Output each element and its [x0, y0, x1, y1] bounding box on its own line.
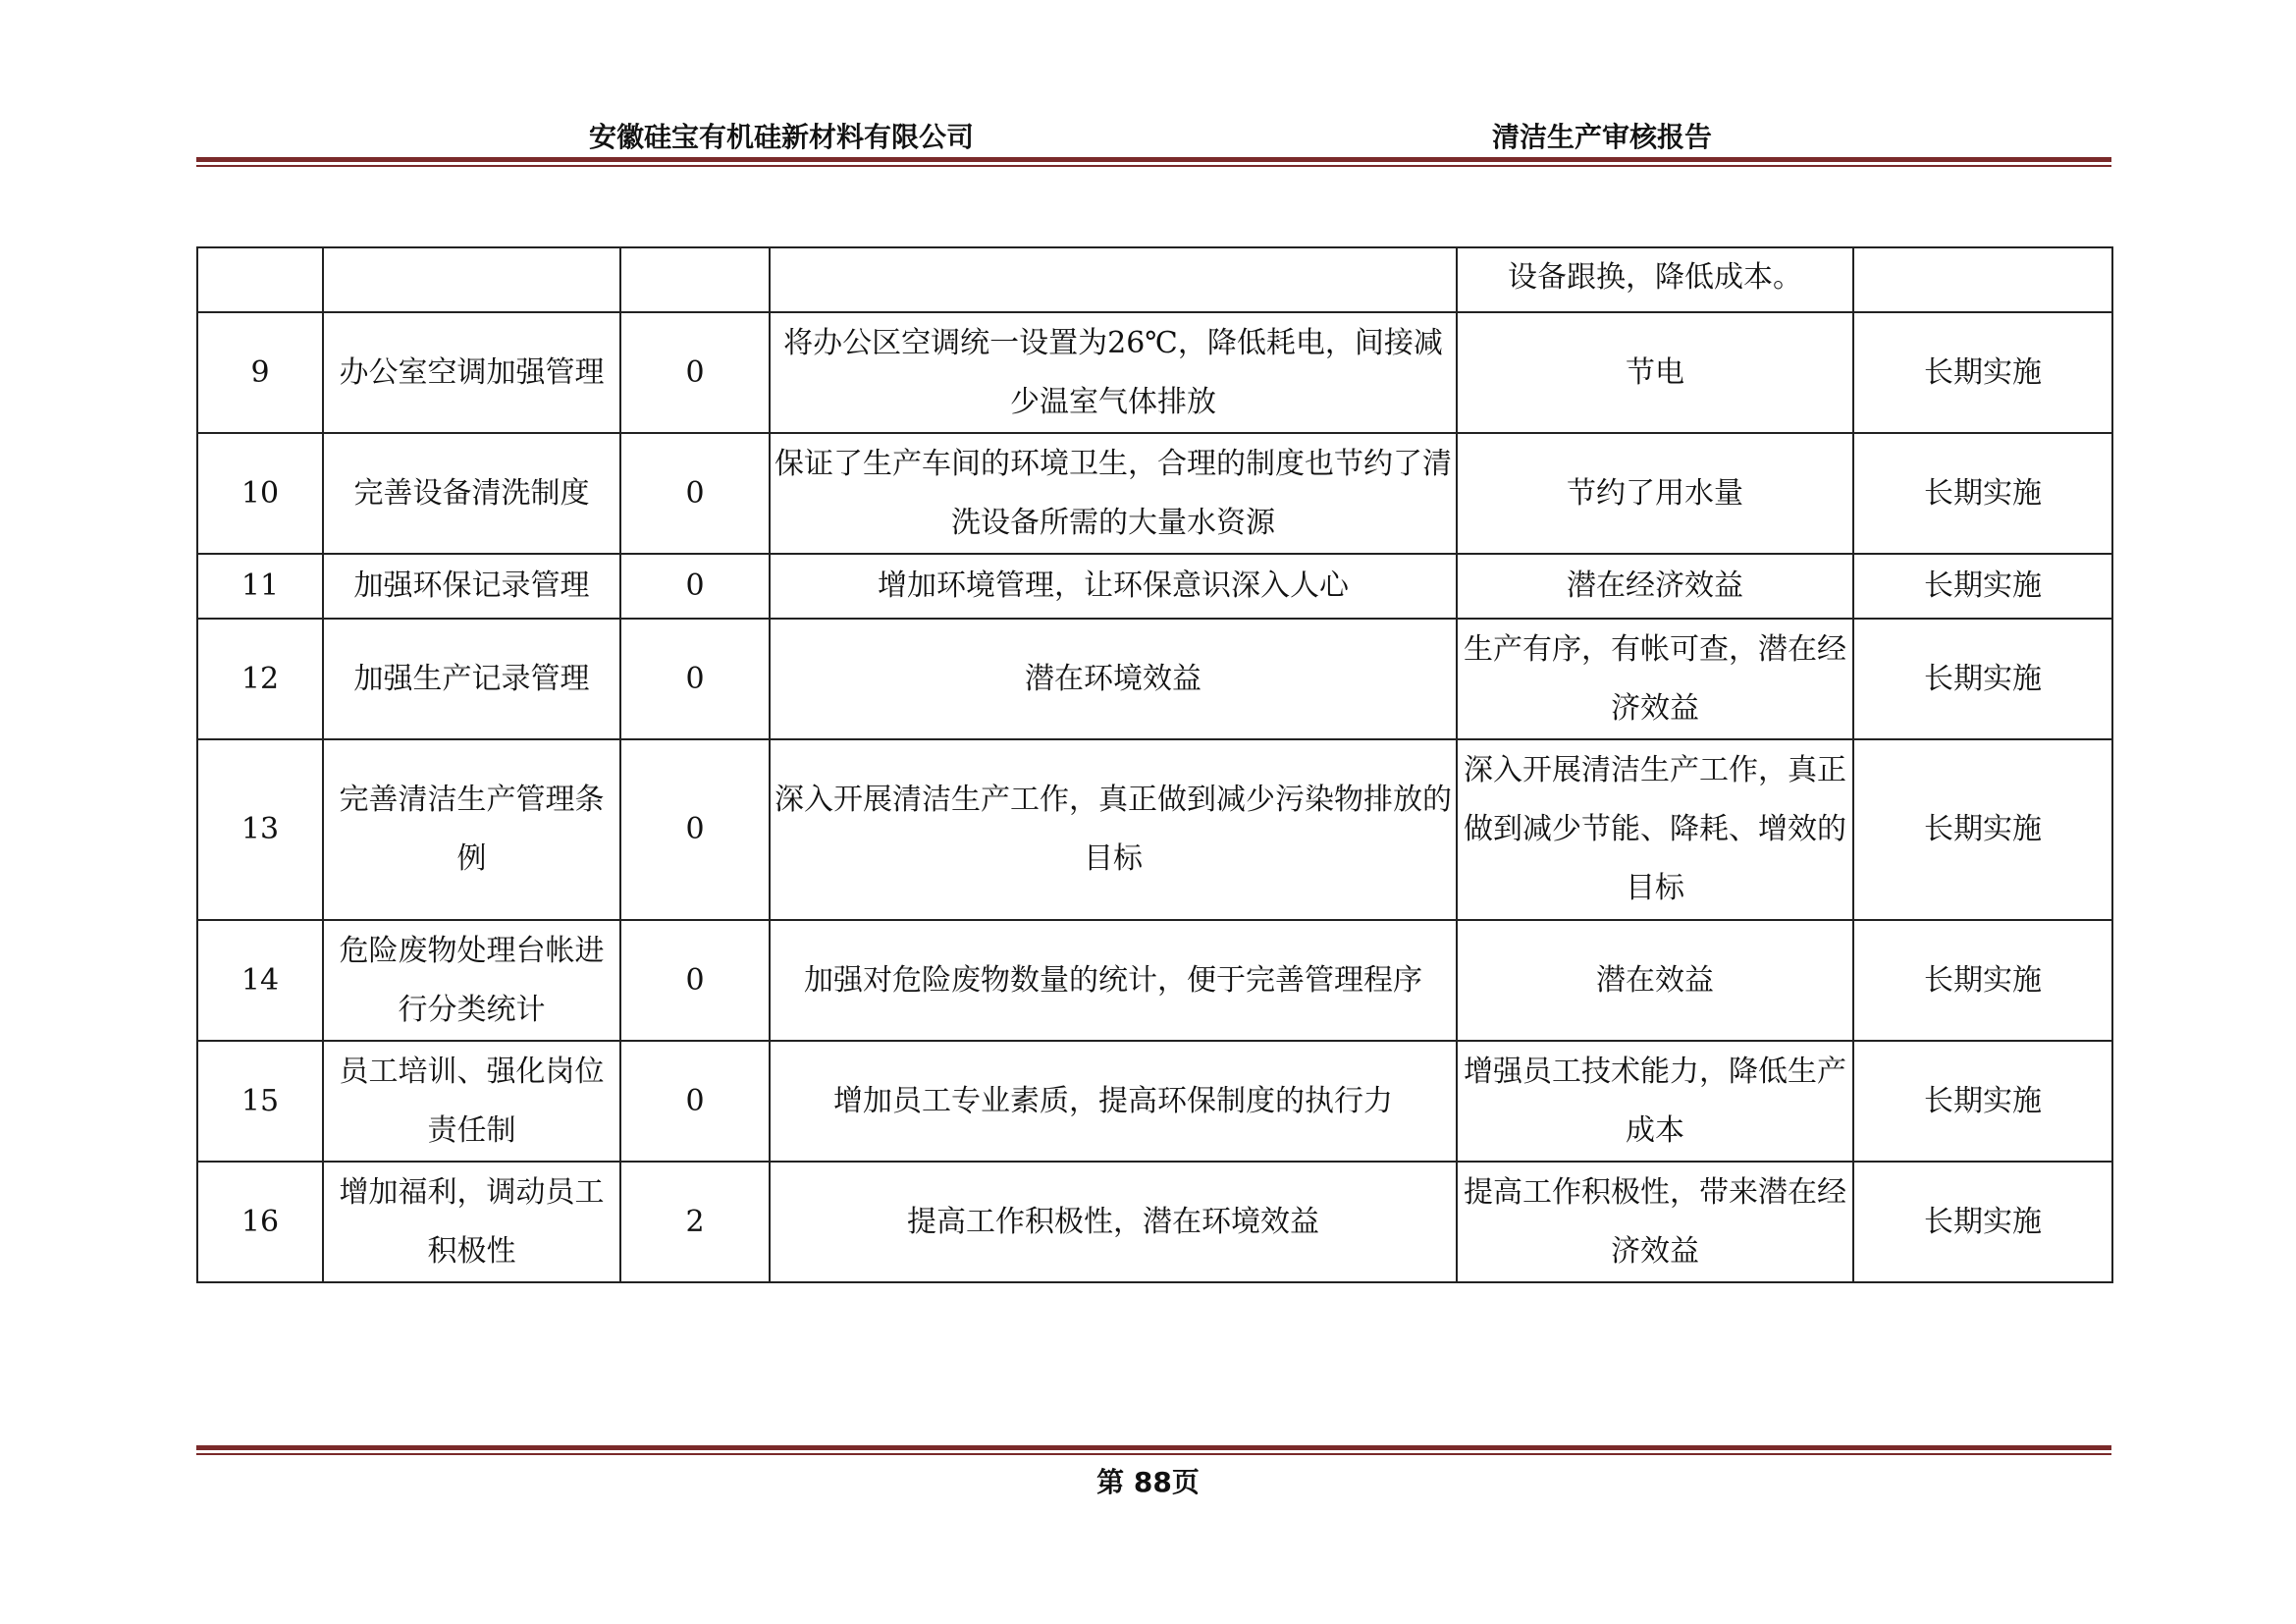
- table-row: [197, 247, 2112, 312]
- status: 长期实施: [1853, 312, 2112, 433]
- status: 长期实施: [1853, 433, 2112, 554]
- environmental-benefit: 将办公区空调统一设置为26℃，降低耗电，间接减少温室气体排放: [770, 312, 1457, 433]
- table-row: [197, 920, 2112, 1041]
- row-number: 15: [197, 1041, 323, 1162]
- measure-name: 加强生产记录管理: [323, 619, 620, 739]
- investment: 0: [620, 433, 770, 554]
- measure-name: 完善设备清洗制度: [323, 433, 620, 554]
- row-number: 12: [197, 619, 323, 739]
- page-header: [196, 110, 2110, 153]
- table-cell: [1853, 247, 2112, 312]
- table-cell: [620, 247, 770, 312]
- measure-name: 加强环保记录管理: [323, 554, 620, 619]
- table-cell: [770, 247, 1457, 312]
- economic-benefit: 节约了用水量: [1457, 433, 1853, 554]
- table-row: [197, 1041, 2112, 1162]
- investment: 0: [620, 1041, 770, 1162]
- status: 长期实施: [1853, 554, 2112, 619]
- status: 长期实施: [1853, 739, 2112, 920]
- table-row: [197, 433, 2112, 554]
- economic-benefit: 提高工作积极性，带来潜在经济效益: [1457, 1162, 1853, 1282]
- investment: 0: [620, 920, 770, 1041]
- investment: 0: [620, 312, 770, 433]
- environmental-benefit: 增加员工专业素质，提高环保制度的执行力: [770, 1041, 1457, 1162]
- status: 长期实施: [1853, 619, 2112, 739]
- table-row: [197, 554, 2112, 619]
- measure-name: 完善清洁生产管理条例: [323, 739, 620, 920]
- footer-divider: [196, 1445, 2111, 1455]
- table-row: [197, 1162, 2112, 1282]
- row-number: 10: [197, 433, 323, 554]
- table-row: [197, 739, 2112, 920]
- row-number: 14: [197, 920, 323, 1041]
- investment: 0: [620, 739, 770, 920]
- investment: 2: [620, 1162, 770, 1282]
- investment: 0: [620, 554, 770, 619]
- table-cell: [323, 247, 620, 312]
- environmental-benefit: 加强对危险废物数量的统计，便于完善管理程序: [770, 920, 1457, 1041]
- header-divider: [196, 157, 2111, 167]
- measure-name: 增加福利，调动员工积极性: [323, 1162, 620, 1282]
- environmental-benefit: 潜在环境效益: [770, 619, 1457, 739]
- row-number: 9: [197, 312, 323, 433]
- economic-benefit: 节电: [1457, 312, 1853, 433]
- row-number: 16: [197, 1162, 323, 1282]
- environmental-benefit: 提高工作积极性，潜在环境效益: [770, 1162, 1457, 1282]
- economic-benefit: 深入开展清洁生产工作，真正做到减少节能、降耗、增效的目标: [1457, 739, 1853, 920]
- investment: 0: [620, 619, 770, 739]
- row-number: 13: [197, 739, 323, 920]
- measures-table: [196, 246, 2113, 1283]
- table-row: [197, 312, 2112, 433]
- status: 长期实施: [1853, 1162, 2112, 1282]
- status: 长期实施: [1853, 920, 2112, 1041]
- measure-name: 员工培训、强化岗位责任制: [323, 1041, 620, 1162]
- environmental-benefit: 保证了生产车间的环境卫生，合理的制度也节约了清洗设备所需的大量水资源: [770, 433, 1457, 554]
- economic-benefit: 增强员工技术能力，降低生产成本: [1457, 1041, 1853, 1162]
- economic-benefit: 生产有序，有帐可查，潜在经济效益: [1457, 619, 1853, 739]
- table-cell: 设备跟换，降低成本。: [1457, 247, 1853, 312]
- page-number: 第 88页: [1096, 1466, 1200, 1498]
- measure-name: 危险废物处理台帐进行分类统计: [323, 920, 620, 1041]
- economic-benefit: 潜在经济效益: [1457, 554, 1853, 619]
- environmental-benefit: 深入开展清洁生产工作，真正做到减少污染物排放的目标: [770, 739, 1457, 920]
- environmental-benefit: 增加环境管理，让环保意识深入人心: [770, 554, 1457, 619]
- measure-name: 办公室空调加强管理: [323, 312, 620, 433]
- row-number: 11: [197, 554, 323, 619]
- status: 长期实施: [1853, 1041, 2112, 1162]
- table-cell: [197, 247, 323, 312]
- report-title: 清洁生产审核报告: [1492, 121, 1713, 153]
- company-name: 安徽硅宝有机硅新材料有限公司: [589, 121, 975, 153]
- table-row: [197, 619, 2112, 739]
- economic-benefit: 潜在效益: [1457, 920, 1853, 1041]
